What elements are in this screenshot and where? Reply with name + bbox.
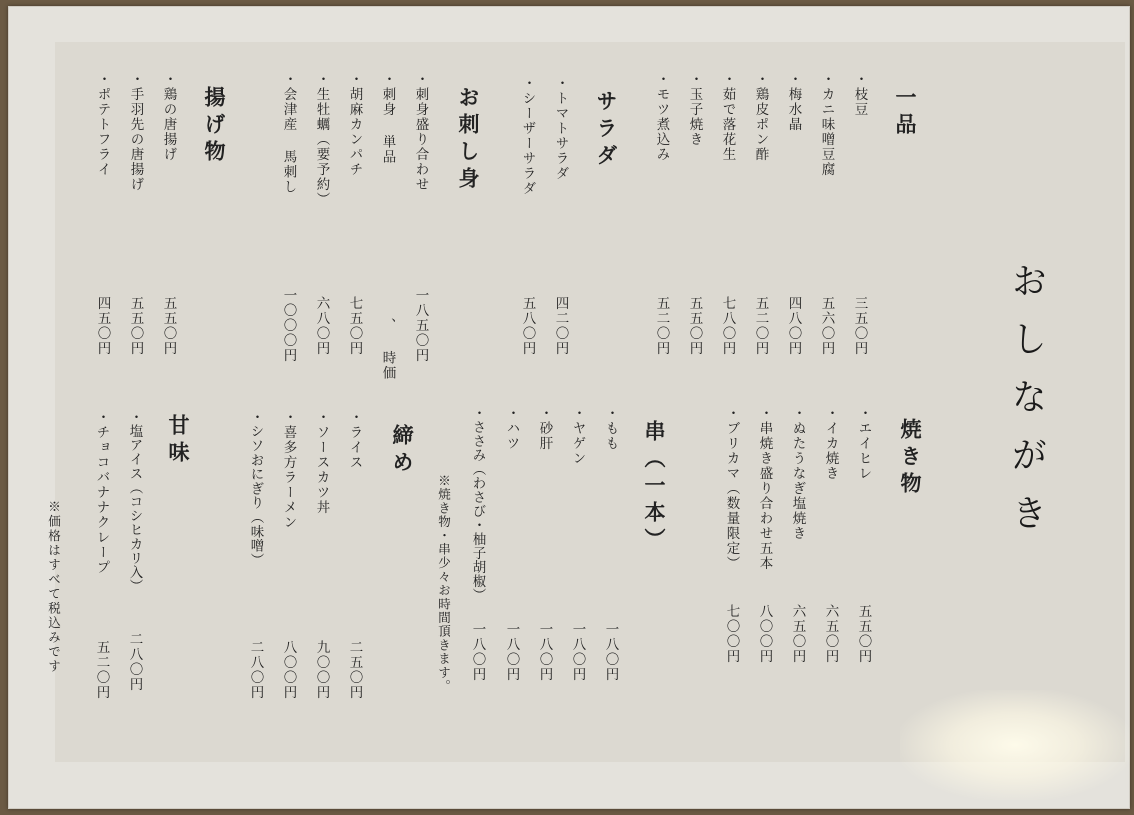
menu-price: 一八〇円 — [536, 622, 553, 682]
menu-item: ・もも — [602, 406, 619, 451]
menu-item: ・胡麻カンパチ — [346, 72, 363, 177]
menu-item: ・モツ煮込み — [653, 72, 670, 162]
menu-price: 六八〇円 — [313, 296, 330, 356]
menu-price: 五二〇円 — [653, 296, 670, 356]
section-heading-kushi: 串（一本） — [642, 420, 667, 555]
tax-note: ※価格はすべて税込みです — [46, 500, 62, 674]
menu-price: 五五〇円 — [855, 604, 872, 664]
menu-item: ・カニ味噌豆腐 — [818, 72, 835, 177]
menu-price: 四八〇円 — [785, 296, 802, 356]
menu-price: 八〇〇円 — [756, 604, 773, 664]
menu-price: 二五〇円 — [346, 640, 363, 700]
menu-item: ・イカ焼き — [822, 406, 839, 481]
menu-item: ・枝豆 — [851, 72, 868, 117]
menu-price: 一八〇円 — [503, 622, 520, 682]
menu-price: 六五〇円 — [789, 604, 806, 664]
section-heading-ippin: 一品 — [893, 86, 918, 140]
section-heading-salad: サラダ — [594, 90, 619, 171]
menu-price: 五五〇円 — [160, 296, 177, 356]
menu-price: 七〇〇円 — [723, 604, 740, 664]
menu-price: 四二〇円 — [552, 296, 569, 356]
menu-price: 五二〇円 — [752, 296, 769, 356]
menu-price: 四五〇円 — [94, 296, 111, 356]
menu-price: 七五〇円 — [346, 296, 363, 356]
menu-price: 五六〇円 — [818, 296, 835, 356]
section-heading-amami: 甘味 — [166, 414, 191, 468]
menu-item: ・エイヒレ — [855, 406, 872, 481]
menu-item: ・会津産 馬刺し — [280, 72, 297, 195]
menu-price: 七八〇円 — [719, 296, 736, 356]
menu-item: ・串焼き盛り合わせ五本 — [756, 406, 773, 571]
menu-price: 、 時価 — [379, 318, 396, 381]
menu-item: ・ブリカマ（数量限定） — [723, 406, 740, 571]
menu-item: ・砂肝 — [536, 406, 553, 451]
menu-item: ・シソおにぎり（味噌） — [247, 410, 264, 568]
menu-price: 二八〇円 — [126, 632, 143, 692]
menu-price: 九〇〇円 — [313, 640, 330, 700]
menu-price: 五五〇円 — [686, 296, 703, 356]
section-heading-agemono: 揚げ物 — [202, 86, 227, 167]
menu-item: ・チョコバナナクレープ — [93, 410, 110, 575]
menu-item: ・鶏皮ポン酢 — [752, 72, 769, 162]
menu-price: 一八五〇円 — [412, 288, 429, 363]
menu-item: ・シーザーサラダ — [519, 76, 536, 196]
menu-item: ・刺身盛り合わせ — [412, 72, 429, 192]
section-heading-shime: 締め — [390, 424, 415, 478]
menu-price: 五五〇円 — [127, 296, 144, 356]
menu-item: ・生牡蠣（要予約） — [313, 72, 330, 207]
menu-item: ・ライス — [346, 410, 363, 470]
menu-item: ・鶏の唐揚げ — [160, 72, 177, 162]
menu-item: ・ささみ（わさび・柚子胡椒） — [469, 406, 486, 602]
menu-item: ・茹で落花生 — [719, 72, 736, 162]
menu-price: 五二〇円 — [93, 640, 110, 700]
menu-item: ・梅水晶 — [785, 72, 802, 132]
menu-price: 六五〇円 — [822, 604, 839, 664]
menu-item: ・手羽先の唐揚げ — [127, 72, 144, 192]
menu-price: 三五〇円 — [851, 296, 868, 356]
menu-item: ・ソースカツ丼 — [313, 410, 330, 515]
menu-price: 五八〇円 — [519, 296, 536, 356]
menu-item: ・喜多方ラーメン — [280, 410, 297, 530]
menu-item: ・刺身 単品 — [379, 72, 396, 165]
section-heading-yakimono: 焼き物 — [898, 418, 923, 499]
kushi-note: ※焼き物・串少々お時間頂きます。 — [436, 474, 452, 694]
menu-title: おしながき — [1006, 262, 1047, 552]
menu-item: ・ハツ — [503, 406, 520, 451]
section-heading-sashimi: お刺し身 — [456, 86, 481, 194]
menu-price: 一〇〇〇円 — [280, 288, 297, 363]
menu-price: 二八〇円 — [247, 640, 264, 700]
menu-price: 八〇〇円 — [280, 640, 297, 700]
menu-item: ・ぬたうなぎ塩焼き — [789, 406, 806, 541]
menu-item: ・ヤゲン — [569, 406, 586, 466]
menu-price: 一八〇円 — [569, 622, 586, 682]
menu-item: ・トマトサラダ — [552, 76, 569, 181]
menu-price: 一八〇円 — [602, 622, 619, 682]
menu-price: 一八〇円 — [469, 622, 486, 682]
menu-item: ・ポテトフライ — [94, 72, 111, 177]
menu-item: ・玉子焼き — [686, 72, 703, 147]
menu-item: ・塩アイス（コシヒカリ入） — [126, 410, 143, 594]
